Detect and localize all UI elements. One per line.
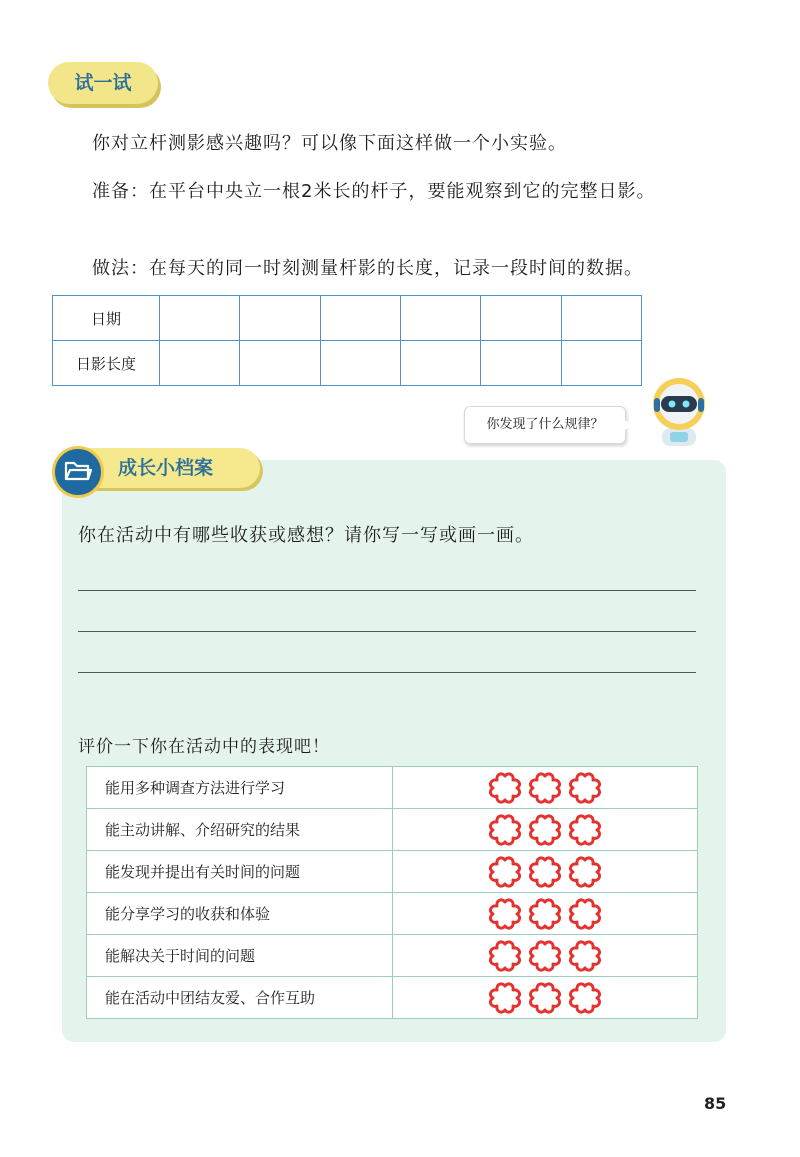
evaluation-row bbox=[87, 893, 698, 935]
flower-rating bbox=[393, 893, 698, 935]
flower-icon[interactable] bbox=[568, 939, 602, 973]
evaluation-criterion: 能主动讲解、介绍研究的结果 bbox=[87, 809, 393, 851]
table-row bbox=[53, 296, 642, 341]
flower-rating bbox=[393, 809, 698, 851]
date-cell[interactable] bbox=[240, 296, 320, 341]
table-row bbox=[53, 341, 642, 386]
flower-rating bbox=[393, 767, 698, 809]
flower-icon[interactable] bbox=[488, 981, 522, 1015]
flower-icon[interactable] bbox=[488, 855, 522, 889]
flower-icon[interactable] bbox=[528, 981, 562, 1015]
flower-icon[interactable] bbox=[528, 771, 562, 805]
intro-text: 你对立杆测影感兴趣吗？可以像下面这样做一个小实验。 bbox=[92, 133, 567, 154]
evaluation-row bbox=[87, 809, 698, 851]
date-cell[interactable] bbox=[561, 296, 641, 341]
writing-line[interactable] bbox=[78, 590, 696, 591]
growth-archive-tag: 成长小档案 bbox=[82, 448, 260, 488]
flower-icon[interactable] bbox=[528, 855, 562, 889]
evaluation-criterion: 能解决关于时间的问题 bbox=[87, 935, 393, 977]
length-cell[interactable] bbox=[481, 341, 561, 386]
page-number: 85 bbox=[704, 1094, 727, 1113]
flower-icon[interactable] bbox=[568, 981, 602, 1015]
flower-icon[interactable] bbox=[528, 897, 562, 931]
evaluation-criterion: 能分享学习的收获和体验 bbox=[87, 893, 393, 935]
date-cell[interactable] bbox=[160, 296, 240, 341]
flower-icon[interactable] bbox=[488, 813, 522, 847]
date-cell[interactable] bbox=[320, 296, 400, 341]
evaluation-criterion: 能用多种调查方法进行学习 bbox=[87, 767, 393, 809]
flower-icon[interactable] bbox=[568, 897, 602, 931]
length-cell[interactable] bbox=[400, 341, 480, 386]
date-cell[interactable] bbox=[400, 296, 480, 341]
evaluation-row bbox=[87, 851, 698, 893]
evaluation-row bbox=[87, 977, 698, 1019]
flower-icon[interactable] bbox=[488, 939, 522, 973]
writing-line[interactable] bbox=[78, 672, 696, 673]
date-cell[interactable] bbox=[481, 296, 561, 341]
speech-bubble: 你发现了什么规律？ bbox=[464, 406, 626, 444]
try-it-tag: 试一试 bbox=[48, 62, 158, 104]
evaluation-row bbox=[87, 767, 698, 809]
length-cell[interactable] bbox=[160, 341, 240, 386]
length-cell[interactable] bbox=[320, 341, 400, 386]
flower-icon[interactable] bbox=[568, 771, 602, 805]
evaluation-row bbox=[87, 935, 698, 977]
evaluation-criterion: 能发现并提出有关时间的问题 bbox=[87, 851, 393, 893]
evaluation-table bbox=[86, 766, 698, 1019]
writing-line[interactable] bbox=[78, 631, 696, 632]
flower-rating bbox=[393, 977, 698, 1019]
length-cell[interactable] bbox=[561, 341, 641, 386]
evaluation-criterion: 能在活动中团结友爱、合作互助 bbox=[87, 977, 393, 1019]
prep-text: 准备：在平台中央立一根2米长的杆子，要能观察到它的完整日影。 bbox=[92, 181, 656, 202]
shadow-length-header: 日影长度 bbox=[53, 341, 160, 386]
robot-mascot-icon bbox=[644, 376, 716, 446]
evaluation-title: 评价一下你在活动中的表现吧！ bbox=[78, 737, 330, 757]
flower-icon[interactable] bbox=[568, 855, 602, 889]
method-text: 做法：在每天的同一时刻测量杆影的长度，记录一段时间的数据。 bbox=[92, 258, 643, 279]
speech-bubble-tail bbox=[622, 418, 632, 432]
shadow-record-table bbox=[52, 295, 642, 386]
length-cell[interactable] bbox=[240, 341, 320, 386]
date-header: 日期 bbox=[53, 296, 160, 341]
flower-icon[interactable] bbox=[488, 771, 522, 805]
folder-icon bbox=[64, 459, 92, 483]
flower-icon[interactable] bbox=[488, 897, 522, 931]
flower-icon[interactable] bbox=[568, 813, 602, 847]
reflection-prompt: 你在活动中有哪些收获或感想？请你写一写或画一画。 bbox=[78, 525, 534, 546]
flower-icon[interactable] bbox=[528, 939, 562, 973]
flower-rating bbox=[393, 851, 698, 893]
flower-rating bbox=[393, 935, 698, 977]
flower-icon[interactable] bbox=[528, 813, 562, 847]
